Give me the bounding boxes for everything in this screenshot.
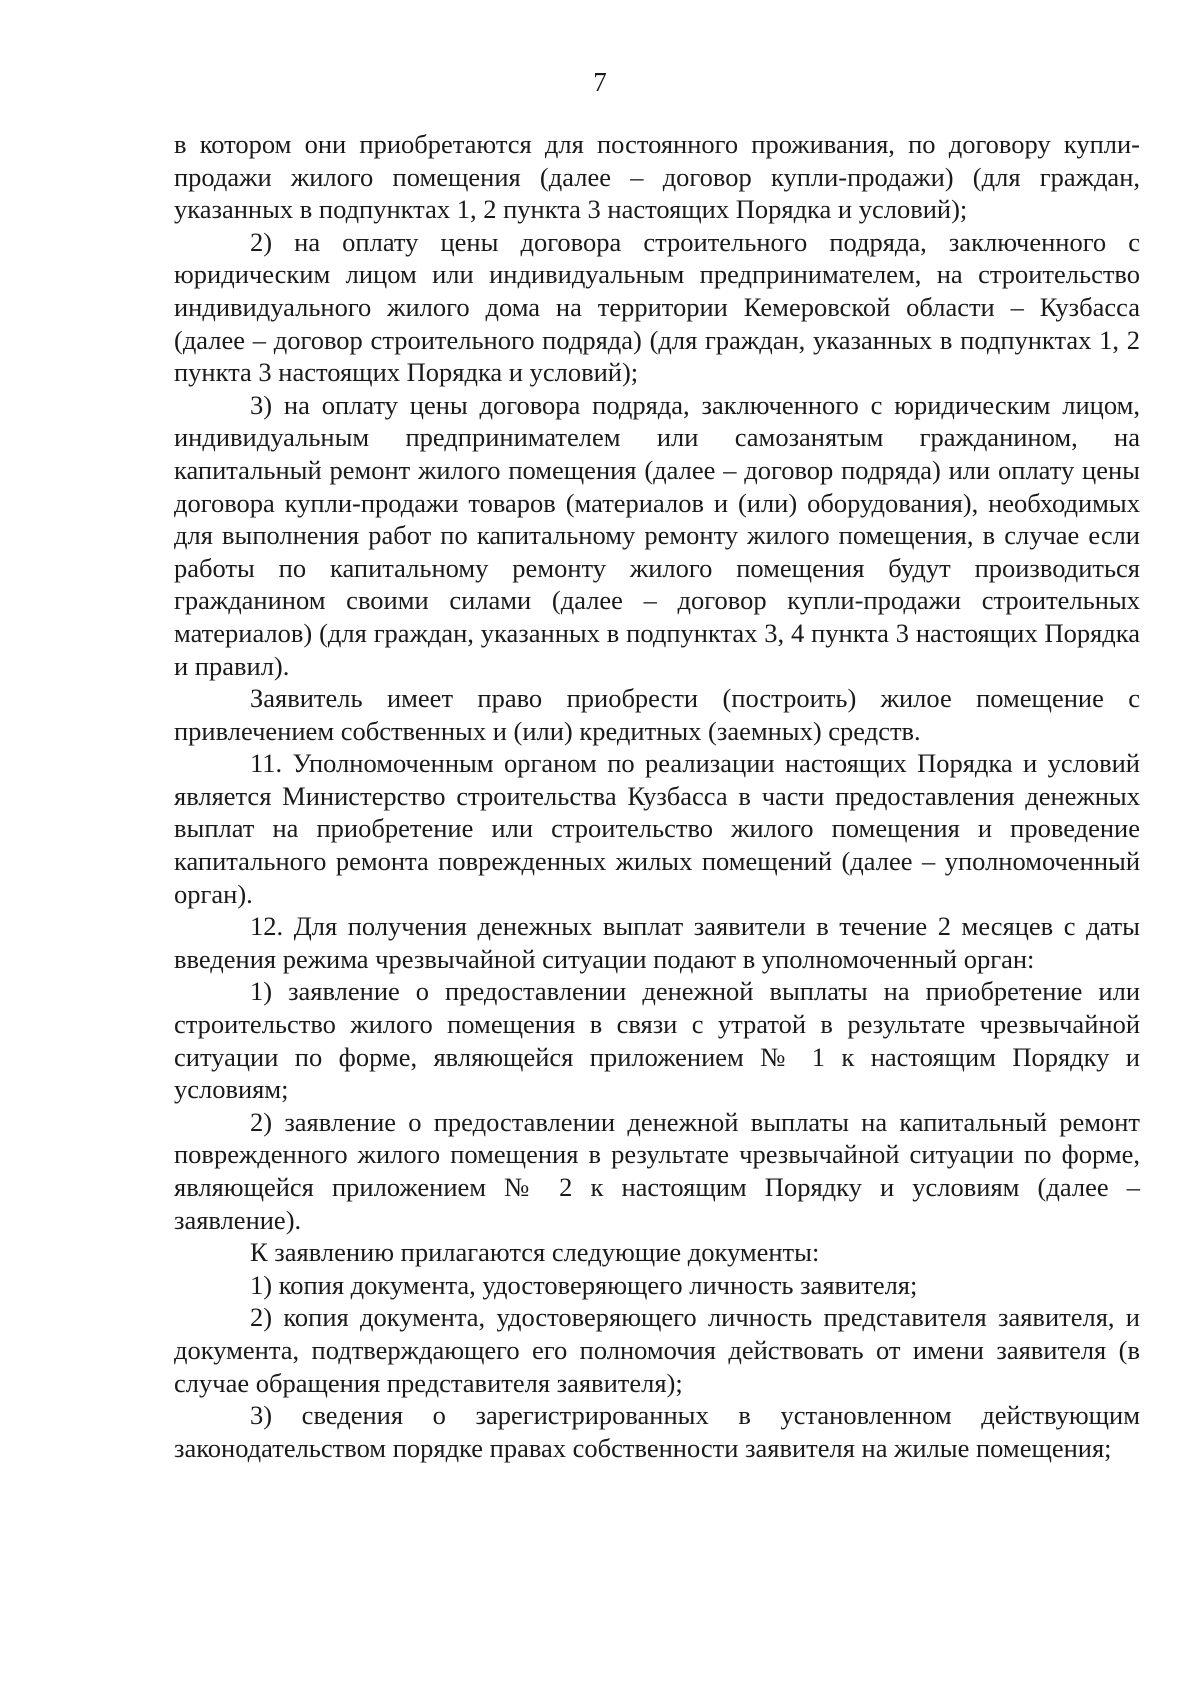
page-number: 7: [593, 67, 607, 97]
paragraph-11: 11. Уполномоченным органом по реализации настоящих Порядка и условий является Министерство строительства Кузбасса в части предоставления денежных выплат на приобретение или строительство жилого помещения и проведение капитального ремонта поврежденных жилых помещений (далее – уполномоченный орган).: [174, 748, 1140, 909]
paragraph-continuation: в котором они приобретаются для постоянного проживания, по договору купли-продажи жилого помещения (далее – договор купли-продажи) (для граждан, указанных в подпунктах 1, 2 пункта 3 настоящих Порядка и условий);: [174, 129, 1140, 225]
paragraph-12: 12. Для получения денежных выплат заявители в течение 2 месяцев с даты введения режима чрезвычайной ситуации подают в уполномоченный орган:: [174, 911, 1140, 974]
paragraph-item-2: 2) на оплату цены договора строительного подряда, заключенного с юридическим лицом или индивидуальным предпринимателем, на строительство индивидуального жилого дома на территории Кемеровской области – Кузбасса (далее – договор строительного подряда) (для граждан, указанных в подпунктах 1, 2 пункта 3 настоящих Порядка и условий);: [174, 226, 1140, 388]
paragraph-item-3: 3) на оплату цены договора подряда, заключенного с юридическим лицом, индивидуальным предпринимателем или самозанятым гражданином, на капитальный ремонт жилого помещения (далее – договор подряда) или оплату цены договора купли-продажи товаров (материалов и (или) оборудования), необходимых для выполнения работ по капитальному ремонту жилого помещения, в случае если работы по капитальному ремонту жилого помещения будут производиться гражданином своими силами (далее – договор купли-продажи строительных материалов) (для граждан, указанных в подпунктах 3, 4 пункта 3 настоящих Порядка и правил).: [174, 389, 1140, 681]
paragraph-attachment-2: 2) копия документа, удостоверяющего личность представителя заявителя, и документа, подтверждающего его полномочия действовать от имени заявителя (в случае обращения представителя заявителя);: [174, 1302, 1140, 1398]
paragraph-attachment-3: 3) сведения о зарегистрированных в установленном действующим законодательством порядке правах собственности заявителя на жилые помещения;: [174, 1400, 1140, 1463]
paragraph-attachments-intro: К заявлению прилагаются следующие документы:: [250, 1237, 820, 1268]
paragraph-12-item-1: 1) заявление о предоставлении денежной выплаты на приобретение или строительство жилого помещения в связи с утратой в результате чрезвычайной ситуации по форме, являющейся приложением № 1 к настоящим Порядку и условиям;: [174, 976, 1140, 1105]
document-body: [174, 128, 1140, 1464]
paragraph-12-item-2: 2) заявление о предоставлении денежной выплаты на капитальный ремонт поврежденного жилого помещения в результате чрезвычайной ситуации по форме, являющейся приложением № 2 к настоящим Порядку и условиям (далее – заявление).: [174, 1106, 1140, 1235]
paragraph-own-funds: Заявитель имеет право приобрести (построить) жилое помещение с привлечением собственных и (или) кредитных (заемных) средств.: [174, 683, 1140, 746]
paragraph-attachment-1: 1) копия документа, удостоверяющего личность заявителя;: [250, 1269, 918, 1300]
